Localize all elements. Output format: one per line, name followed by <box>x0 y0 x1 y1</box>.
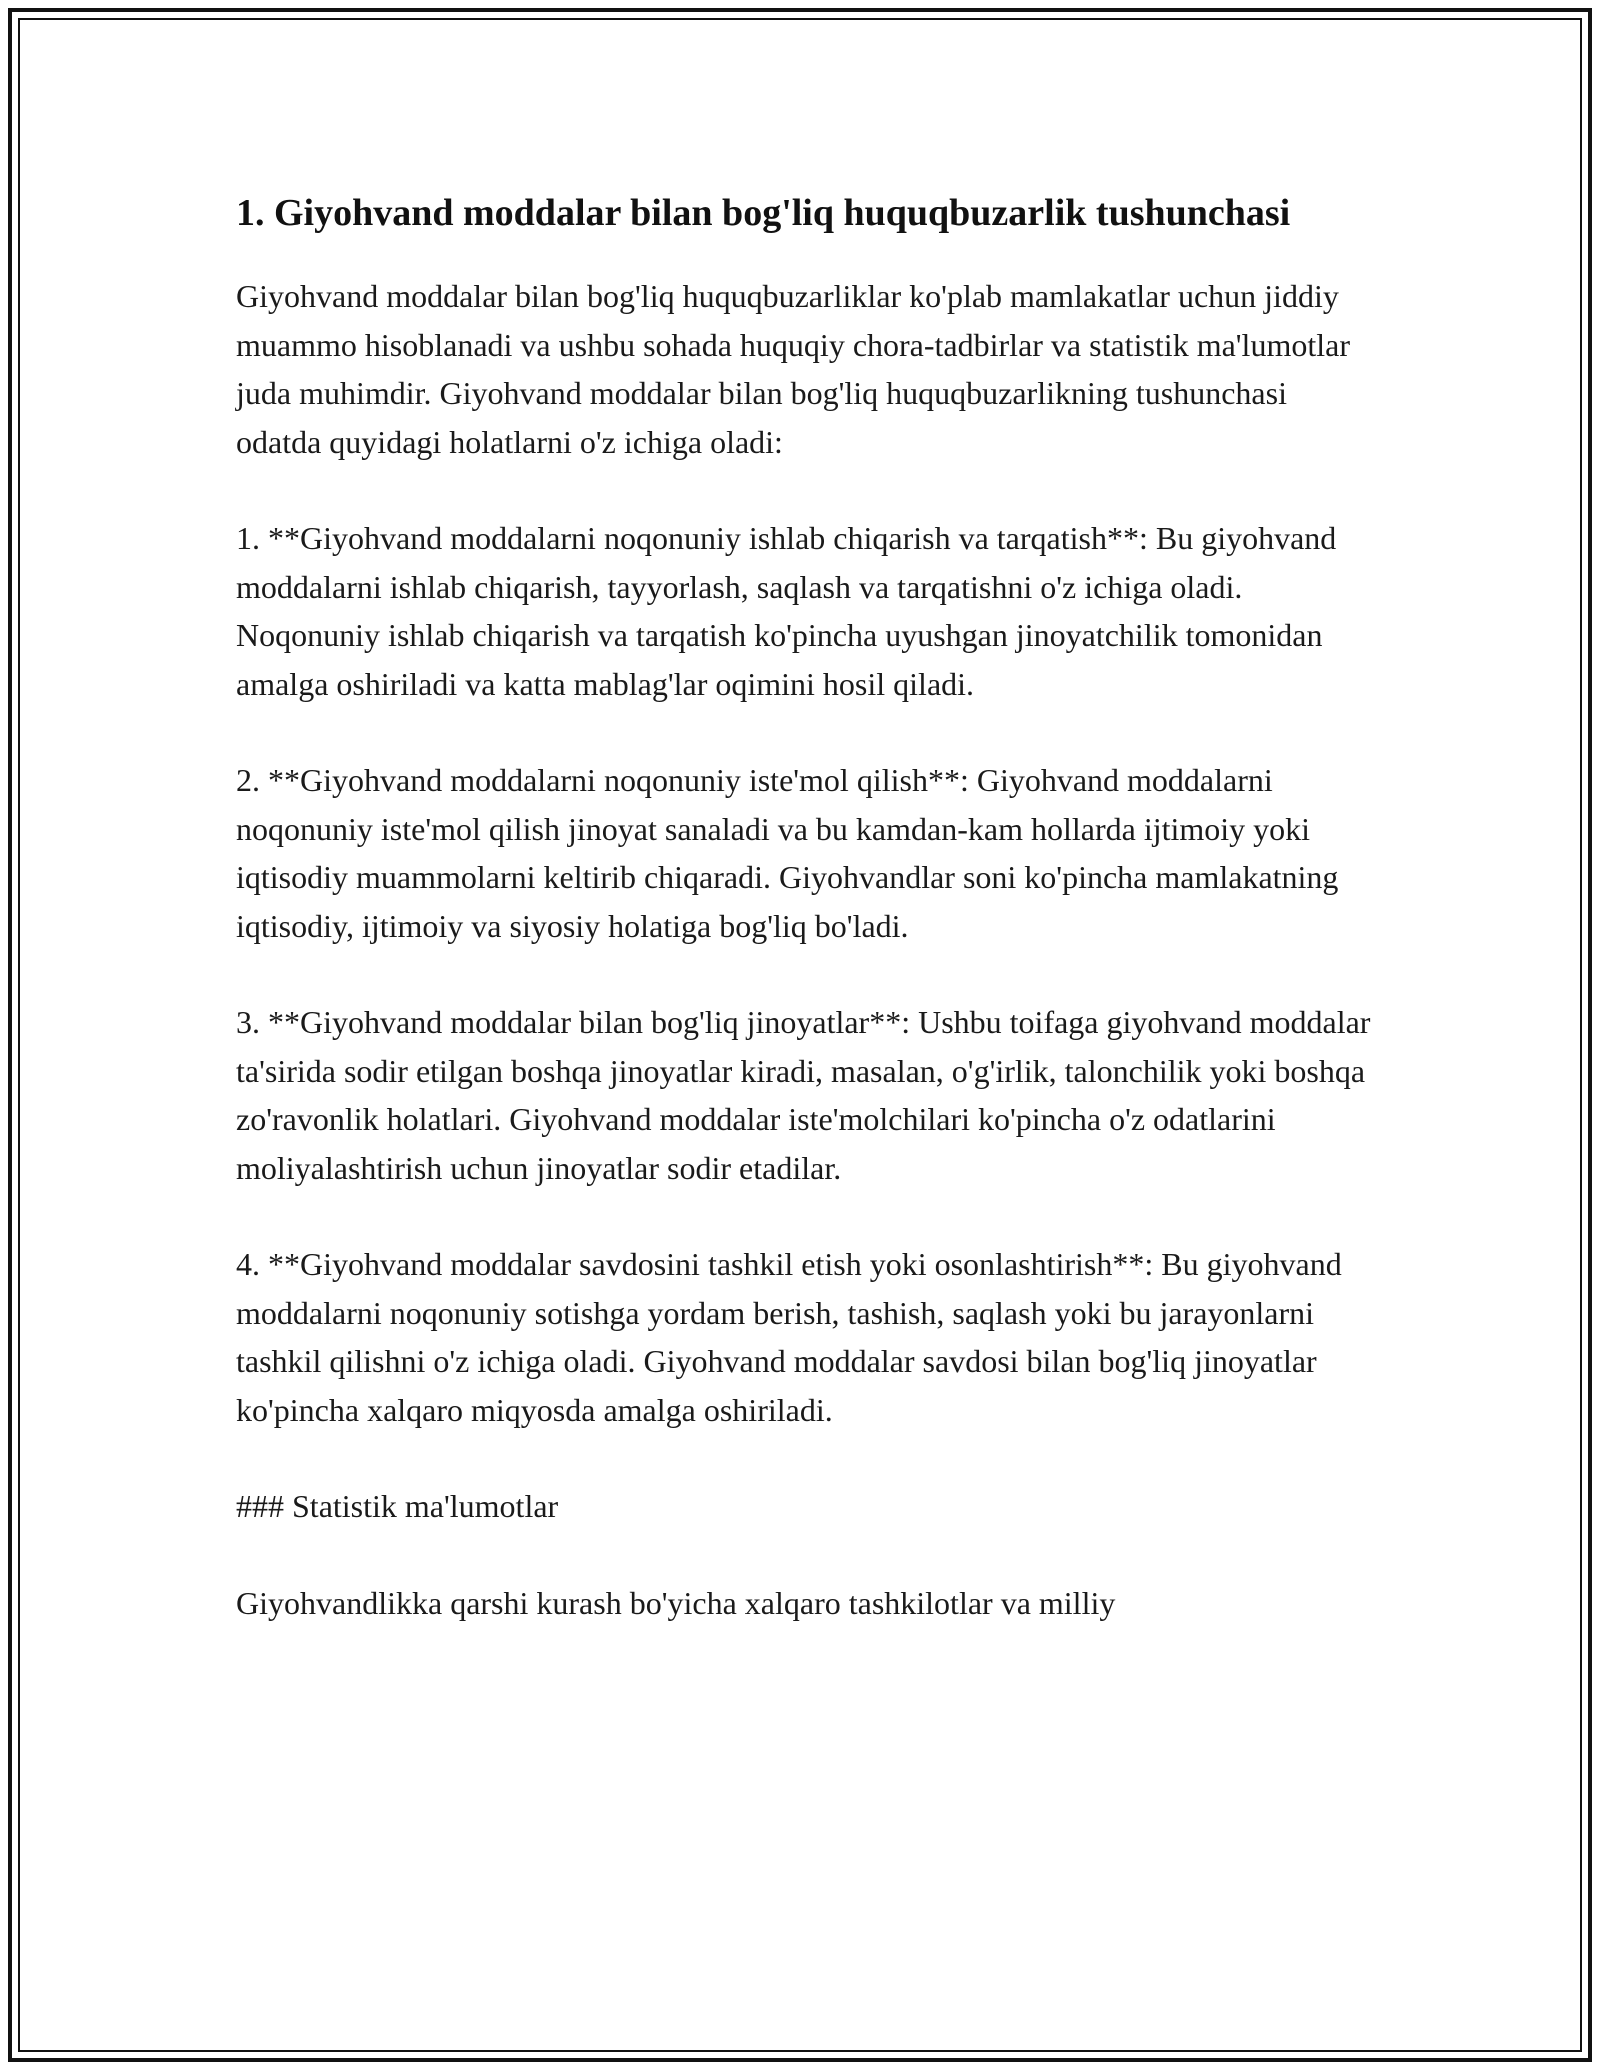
statistics-paragraph: Giyohvandlikka qarshi kurash bo'yicha xalqaro tashkilotlar va milliy <box>236 1584 1116 1621</box>
list-item-3-paragraph: 3. **Giyohvand moddalar bilan bog'liq jinoyatlar**: Ushbu toifaga giyohvand moddalar ta'sirida sodir etilgan boshqa jinoyatlar kiradi, masalan, o'g'irlik, talonchilik yoki boshqa zo'ravonlik holatlari. Giyohvand moddalar iste'molchilari ko'pincha o'z odatlarini moliyalashtirish uchun jinoyatlar sodir etadilar. <box>236 1004 1371 1186</box>
list-item-2-paragraph: 2. **Giyohvand moddalarni noqonuniy iste'mol qilish**: Giyohvand moddalarni noqonuniy iste'mol qilish jinoyat sanaladi va bu kamdan-kam hollarda ijtimoiy yoki iqtisodiy muammolarni keltirib chiqaradi. Giyohvandlar soni ko'pincha mamlakatning iqtisodiy, ijtimoiy va siyosiy holatiga bog'liq bo'ladi. <box>236 762 1339 944</box>
document-body <box>236 186 1376 1675</box>
list-item-4-paragraph: 4. **Giyohvand moddalar savdosini tashkil etish yoki osonlashtirish**: Bu giyohvand moddalarni noqonuniy sotishga yordam berish, tashish, saqlash yoki bu jarayonlarni tashkil qilishni o'z ichiga oladi. Giyohvand moddalar savdosi bilan bog'liq jinoyatlar ko'pincha xalqaro miqyosda amalga oshiriladi. <box>236 1246 1342 1428</box>
section-title: 1. Giyohvand moddalar bilan bog'liq huquqbuzarlik tushunchasi <box>236 192 1291 234</box>
statistics-heading-line: ### Statistik ma'lumotlar <box>236 1488 559 1524</box>
list-item-1-paragraph: 1. **Giyohvand moddalarni noqonuniy ishlab chiqarish va tarqatish**: Bu giyohvand moddalarni ishlab chiqarish, tayyorlash, saqlash va tarqatishni o'z ichiga oladi. Noqonuniy ishlab chiqarish va tarqatish ko'pincha uyushgan jinoyatchilik tomonidan amalga oshiriladi va katta mablag'lar oqimini hosil qiladi. <box>236 520 1337 702</box>
intro-paragraph: Giyohvand moddalar bilan bog'liq huquqbuzarliklar ko'plab mamlakatlar uchun jiddiy muammo hisoblanadi va ushbu sohada huquqiy chora-tadbirlar va statistik ma'lumotlar juda muhimdir. Giyohvand moddalar bilan bog'liq huquqbuzarlikning tushunchasi odatda quyidagi holatlarni o'z ichiga oladi: <box>236 278 1350 460</box>
